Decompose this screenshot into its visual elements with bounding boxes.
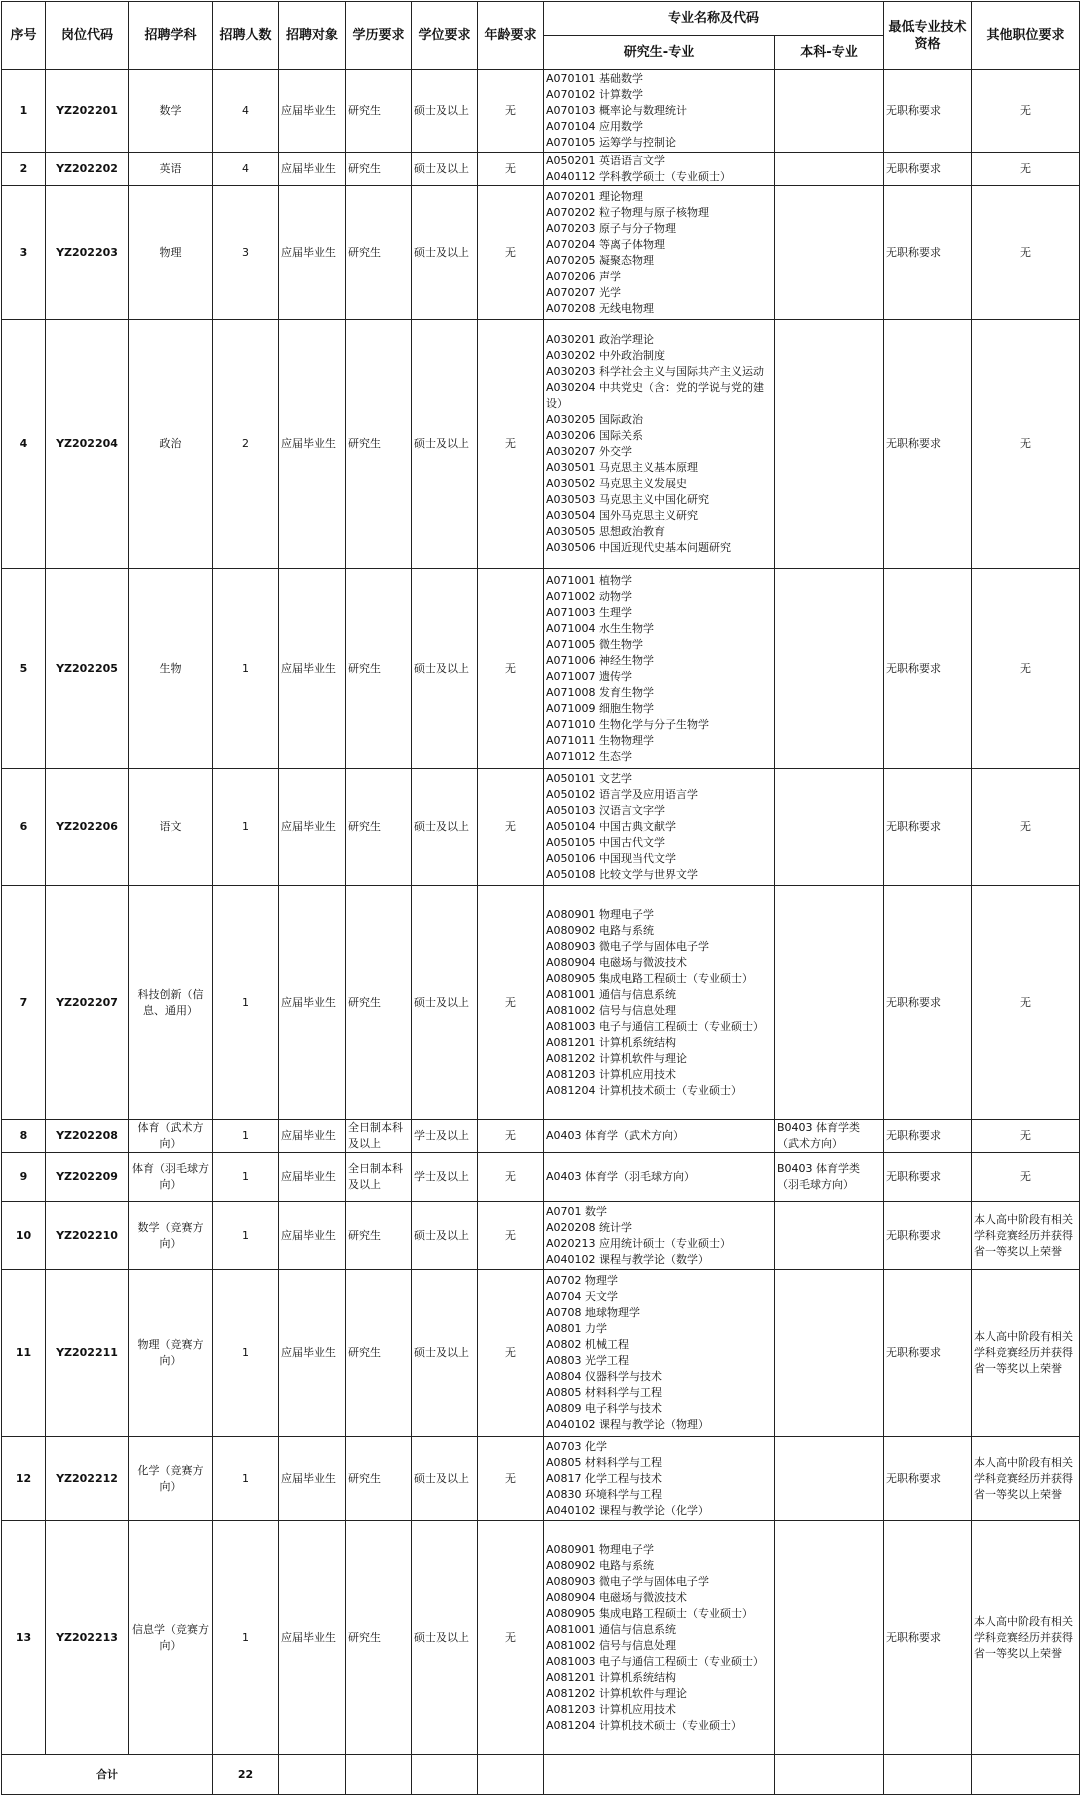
row-education: 研究生 (346, 769, 412, 886)
row-degree: 硕士及以上 (412, 1521, 478, 1755)
row-subject: 数学 (129, 70, 213, 153)
header-age: 年龄要求 (478, 2, 544, 70)
row-code: YZ202201 (46, 70, 129, 153)
row-education: 研究生 (346, 70, 412, 153)
row-grad-majors (544, 1521, 775, 1755)
row-ug-major (775, 70, 884, 153)
row-education: 研究生 (346, 1270, 412, 1437)
grad-major-item: A0708 地球物理学 (546, 1306, 641, 1319)
row-qualification: 无职称要求 (884, 769, 972, 886)
empty-cell (972, 1755, 1080, 1795)
row-age: 无 (478, 153, 544, 186)
row-seq: 1 (2, 70, 46, 153)
table-row (2, 1521, 1080, 1755)
row-target: 应届毕业生 (279, 320, 346, 569)
grad-major-item: A081202 计算机软件与理论 (546, 1051, 688, 1065)
grad-major-item: A070203 原子与分子物理 (546, 221, 677, 235)
grad-major-item: A0805 材料科学与工程 (546, 1386, 663, 1399)
row-education: 研究生 (346, 153, 412, 186)
row-age: 无 (478, 1202, 544, 1270)
row-count: 4 (213, 153, 279, 186)
row-seq: 9 (2, 1153, 46, 1202)
row-degree: 硕士及以上 (412, 70, 478, 153)
grad-major-item: A050104 中国古典文献学 (546, 820, 677, 833)
row-seq: 6 (2, 769, 46, 886)
grad-major-item: A081201 计算机系统结构 (546, 1035, 677, 1049)
grad-major-item: A050101 文艺学 (546, 772, 633, 785)
grad-major-item: A080901 物理电子学 (546, 1542, 655, 1556)
row-qualification: 无职称要求 (884, 186, 972, 320)
row-target: 应届毕业生 (279, 1120, 346, 1153)
header-subject: 招聘学科 (129, 2, 213, 70)
grad-major-item: A040102 课程与教学论（数学） (546, 1252, 710, 1266)
grad-major-item: A081003 电子与通信工程硕士（专业硕士） (546, 1019, 765, 1033)
grad-major-item: A070204 等离子体物理 (546, 237, 666, 251)
row-count: 1 (213, 569, 279, 769)
row-ug-major (775, 1202, 884, 1270)
row-code: YZ202206 (46, 769, 129, 886)
table-row (2, 1202, 1080, 1270)
grad-major-item: A071006 神经生物学 (546, 653, 655, 667)
grad-major-item: A071005 微生物学 (546, 637, 644, 651)
row-target: 应届毕业生 (279, 769, 346, 886)
grad-major-item: A071009 细胞生物学 (546, 701, 655, 715)
grad-major-item: A081001 通信与信息系统 (546, 1622, 677, 1636)
grad-major-item: A081201 计算机系统结构 (546, 1670, 677, 1684)
grad-major-item: A020213 应用统计硕士（专业硕士） (546, 1236, 732, 1250)
grad-major-item: A080902 电路与系统 (546, 923, 655, 937)
row-seq: 13 (2, 1521, 46, 1755)
row-qualification: 无职称要求 (884, 320, 972, 569)
grad-major-item: A030502 马克思主义发展史 (546, 477, 688, 490)
grad-major-item: A0805 材料科学与工程 (546, 1455, 663, 1469)
row-degree: 学士及以上 (412, 1120, 478, 1153)
grad-major-item: A030503 马克思主义中国化研究 (546, 493, 710, 506)
row-count: 1 (213, 886, 279, 1120)
row-education: 研究生 (346, 569, 412, 769)
row-grad-majors (544, 1437, 775, 1521)
row-subject: 化学（竞赛方向） (129, 1437, 213, 1521)
row-degree: 硕士及以上 (412, 186, 478, 320)
grad-major-item: A0804 仪器科学与技术 (546, 1370, 663, 1383)
row-other: 无 (972, 153, 1080, 186)
row-other: 本人高中阶段有相关学科竞赛经历并获得省一等奖以上荣誉 (972, 1521, 1080, 1755)
row-ug-major (775, 1270, 884, 1437)
row-seq: 3 (2, 186, 46, 320)
row-seq: 7 (2, 886, 46, 1120)
header-ug-major: 本科-专业 (775, 36, 884, 70)
row-count: 1 (213, 1153, 279, 1202)
grad-major-item: A070208 无线电物理 (546, 301, 655, 315)
grad-major-item: A070206 声学 (546, 269, 622, 283)
row-code: YZ202208 (46, 1120, 129, 1153)
grad-major-item: A020208 统计学 (546, 1220, 633, 1234)
grad-major-item: A081002 信号与信息处理 (546, 1003, 677, 1017)
row-target: 应届毕业生 (279, 1521, 346, 1755)
grad-major-item: A0817 化学工程与技术 (546, 1471, 663, 1485)
row-code: YZ202205 (46, 569, 129, 769)
table-row (2, 320, 1080, 569)
row-degree: 硕士及以上 (412, 320, 478, 569)
header-qualification: 最低专业技术资格 (884, 2, 972, 70)
grad-major-item: A081204 计算机技术硕士（专业硕士） (546, 1718, 743, 1732)
row-age: 无 (478, 769, 544, 886)
row-code: YZ202207 (46, 886, 129, 1120)
row-count: 4 (213, 70, 279, 153)
empty-cell (544, 1755, 775, 1795)
total-row (2, 1755, 1080, 1795)
row-qualification: 无职称要求 (884, 1202, 972, 1270)
row-subject: 物理 (129, 186, 213, 320)
row-target: 应届毕业生 (279, 569, 346, 769)
header-code: 岗位代码 (46, 2, 129, 70)
grad-major-item: A040102 课程与教学论（物理） (546, 1418, 710, 1431)
grad-major-item: A030205 国际政治 (546, 413, 644, 426)
row-code: YZ202202 (46, 153, 129, 186)
row-code: YZ202204 (46, 320, 129, 569)
row-ug-major (775, 320, 884, 569)
grad-major-item: A081203 计算机应用技术 (546, 1702, 677, 1716)
grad-major-item: A030202 中外政治制度 (546, 349, 666, 362)
row-other: 本人高中阶段有相关学科竞赛经历并获得省一等奖以上荣誉 (972, 1270, 1080, 1437)
row-grad-majors (544, 1153, 775, 1202)
row-qualification: 无职称要求 (884, 1120, 972, 1153)
grad-major-item: A080905 集成电路工程硕士（专业硕士） (546, 971, 754, 985)
grad-major-item: A081203 计算机应用技术 (546, 1067, 677, 1081)
grad-major-item: A0803 光学工程 (546, 1354, 630, 1367)
grad-major-item: A030505 思想政治教育 (546, 525, 666, 538)
header-target: 招聘对象 (279, 2, 346, 70)
row-ug-major (775, 1437, 884, 1521)
table-row (2, 1437, 1080, 1521)
grad-major-item: A081003 电子与通信工程硕士（专业硕士） (546, 1654, 765, 1668)
table-row (2, 886, 1080, 1120)
row-grad-majors (544, 1120, 775, 1153)
grad-major-item: A040102 课程与教学论（化学） (546, 1503, 710, 1517)
row-qualification: 无职称要求 (884, 1521, 972, 1755)
row-ug-major: B0403 体育学类（武术方向） (775, 1120, 884, 1153)
row-education: 研究生 (346, 320, 412, 569)
grad-major-item: A030506 中国近现代史基本问题研究 (546, 541, 732, 554)
row-grad-majors (544, 1202, 775, 1270)
grad-major-item: A0403 体育学（羽毛球方向） (546, 1170, 696, 1183)
grad-major-item: A050105 中国古代文学 (546, 836, 666, 849)
row-target: 应届毕业生 (279, 153, 346, 186)
grad-major-item: A050106 中国现当代文学 (546, 852, 677, 865)
empty-cell (884, 1755, 972, 1795)
grad-major-item: A070102 计算数学 (546, 88, 644, 101)
grad-major-item: A071011 生物物理学 (546, 733, 655, 747)
grad-major-item: A080903 微电子学与固体电子学 (546, 1574, 710, 1588)
row-ug-major (775, 769, 884, 886)
row-count: 1 (213, 1270, 279, 1437)
table-row (2, 769, 1080, 886)
row-subject: 体育（羽毛球方向） (129, 1153, 213, 1202)
row-education: 研究生 (346, 186, 412, 320)
row-age: 无 (478, 1437, 544, 1521)
row-code: YZ202211 (46, 1270, 129, 1437)
empty-cell (478, 1755, 544, 1795)
row-age: 无 (478, 1521, 544, 1755)
grad-major-item: A050108 比较文学与世界文学 (546, 868, 699, 881)
empty-cell (346, 1755, 412, 1795)
row-count: 1 (213, 1521, 279, 1755)
grad-major-item: A0801 力学 (546, 1322, 608, 1335)
row-education: 研究生 (346, 1437, 412, 1521)
grad-major-item: A030203 科学社会主义与国际共产主义运动 (546, 365, 765, 378)
recruitment-table (1, 1, 1080, 1795)
row-education: 研究生 (346, 1521, 412, 1755)
row-subject: 信息学（竞赛方向） (129, 1521, 213, 1755)
row-subject: 语文 (129, 769, 213, 886)
row-count: 1 (213, 1120, 279, 1153)
row-qualification: 无职称要求 (884, 1270, 972, 1437)
row-degree: 硕士及以上 (412, 769, 478, 886)
row-degree: 硕士及以上 (412, 569, 478, 769)
row-ug-major (775, 186, 884, 320)
empty-cell (775, 1755, 884, 1795)
grad-major-item: A030204 中共党史（含：党的学说与党的建设） (546, 381, 765, 410)
grad-major-item: A081001 通信与信息系统 (546, 987, 677, 1001)
row-grad-majors (544, 320, 775, 569)
row-qualification: 无职称要求 (884, 70, 972, 153)
row-ug-major (775, 153, 884, 186)
header-degree: 学位要求 (412, 2, 478, 70)
row-qualification: 无职称要求 (884, 1153, 972, 1202)
row-other: 本人高中阶段有相关学科竞赛经历并获得省一等奖以上荣誉 (972, 1437, 1080, 1521)
row-grad-majors (544, 153, 775, 186)
table-header (2, 2, 1080, 70)
row-age: 无 (478, 320, 544, 569)
row-other: 无 (972, 569, 1080, 769)
row-grad-majors (544, 769, 775, 886)
grad-major-item: A080902 电路与系统 (546, 1558, 655, 1572)
row-subject: 英语 (129, 153, 213, 186)
table-row (2, 153, 1080, 186)
grad-major-item: A080903 微电子学与固体电子学 (546, 939, 710, 953)
row-subject: 体育（武术方向） (129, 1120, 213, 1153)
grad-major-item: A070205 凝聚态物理 (546, 253, 655, 267)
row-degree: 学士及以上 (412, 1153, 478, 1202)
row-code: YZ202203 (46, 186, 129, 320)
row-other: 无 (972, 769, 1080, 886)
table-body (2, 70, 1080, 1755)
row-seq: 11 (2, 1270, 46, 1437)
row-age: 无 (478, 1153, 544, 1202)
grad-major-item: A0702 物理学 (546, 1274, 619, 1287)
grad-major-item: A0701 数学 (546, 1204, 608, 1218)
total-count: 22 (213, 1755, 279, 1795)
grad-major-item: A080904 电磁场与微波技术 (546, 955, 688, 969)
row-degree: 硕士及以上 (412, 1270, 478, 1437)
grad-major-item: A071008 发育生物学 (546, 685, 655, 699)
row-age: 无 (478, 569, 544, 769)
row-ug-major (775, 569, 884, 769)
row-code: YZ202209 (46, 1153, 129, 1202)
row-age: 无 (478, 70, 544, 153)
row-other: 无 (972, 70, 1080, 153)
row-target: 应届毕业生 (279, 186, 346, 320)
grad-major-item: A081202 计算机软件与理论 (546, 1686, 688, 1700)
row-ug-major (775, 1521, 884, 1755)
grad-major-item: A081204 计算机技术硕士（专业硕士） (546, 1083, 743, 1097)
grad-major-item: A030501 马克思主义基本原理 (546, 461, 699, 474)
table-row (2, 1153, 1080, 1202)
row-other: 本人高中阶段有相关学科竞赛经历并获得省一等奖以上荣誉 (972, 1202, 1080, 1270)
grad-major-item: A030201 政治学理论 (546, 333, 655, 346)
row-education: 全日制本科及以上 (346, 1153, 412, 1202)
grad-major-item: A070103 概率论与数理统计 (546, 104, 688, 117)
grad-major-item: A081002 信号与信息处理 (546, 1638, 677, 1652)
row-count: 1 (213, 1437, 279, 1521)
row-target: 应届毕业生 (279, 1270, 346, 1437)
row-target: 应届毕业生 (279, 70, 346, 153)
grad-major-item: A0830 环境科学与工程 (546, 1487, 663, 1501)
grad-major-item: A030207 外交学 (546, 445, 633, 458)
row-target: 应届毕业生 (279, 1437, 346, 1521)
row-subject: 政治 (129, 320, 213, 569)
row-seq: 2 (2, 153, 46, 186)
row-count: 1 (213, 769, 279, 886)
grad-major-item: A071012 生态学 (546, 749, 633, 763)
grad-major-item: A070207 光学 (546, 285, 622, 299)
row-degree: 硕士及以上 (412, 886, 478, 1120)
row-subject: 科技创新（信息、通用） (129, 886, 213, 1120)
table-row (2, 186, 1080, 320)
row-education: 研究生 (346, 886, 412, 1120)
row-grad-majors (544, 569, 775, 769)
row-target: 应届毕业生 (279, 1153, 346, 1202)
row-qualification: 无职称要求 (884, 886, 972, 1120)
header-majors-group: 专业名称及代码 (544, 2, 884, 36)
row-count: 2 (213, 320, 279, 569)
row-other: 无 (972, 886, 1080, 1120)
empty-cell (412, 1755, 478, 1795)
grad-major-item: A0403 体育学（武术方向） (546, 1129, 685, 1142)
grad-major-item: A080901 物理电子学 (546, 907, 655, 921)
grad-major-item: A071001 植物学 (546, 573, 633, 587)
row-education: 研究生 (346, 1202, 412, 1270)
grad-major-item: A071004 水生生物学 (546, 621, 655, 635)
row-subject: 数学（竞赛方向） (129, 1202, 213, 1270)
row-seq: 4 (2, 320, 46, 569)
grad-major-item: A030206 国际关系 (546, 429, 644, 442)
grad-major-item: A070105 运筹学与控制论 (546, 136, 677, 149)
row-count: 1 (213, 1202, 279, 1270)
grad-major-item: A050102 语言学及应用语言学 (546, 788, 699, 801)
grad-major-item: A080904 电磁场与微波技术 (546, 1590, 688, 1604)
grad-major-item: A070202 粒子物理与原子核物理 (546, 205, 710, 219)
row-subject: 生物 (129, 569, 213, 769)
header-other: 其他职位要求 (972, 2, 1080, 70)
row-code: YZ202210 (46, 1202, 129, 1270)
empty-cell (279, 1755, 346, 1795)
grad-major-item: A071003 生理学 (546, 605, 633, 619)
row-other: 无 (972, 186, 1080, 320)
row-qualification: 无职称要求 (884, 1437, 972, 1521)
row-age: 无 (478, 886, 544, 1120)
grad-major-item: A040112 学科教学硕士（专业硕士） (546, 170, 732, 183)
row-seq: 10 (2, 1202, 46, 1270)
row-ug-major: B0403 体育学类（羽毛球方向） (775, 1153, 884, 1202)
table-row (2, 70, 1080, 153)
row-education: 全日制本科及以上 (346, 1120, 412, 1153)
row-ug-major (775, 886, 884, 1120)
row-grad-majors (544, 1270, 775, 1437)
row-degree: 硕士及以上 (412, 1437, 478, 1521)
table-row (2, 1120, 1080, 1153)
total-label: 合计 (2, 1755, 213, 1795)
row-age: 无 (478, 1120, 544, 1153)
header-grad-major: 研究生-专业 (544, 36, 775, 70)
grad-major-item: A070201 理论物理 (546, 189, 644, 203)
grad-major-item: A050201 英语语言文学 (546, 154, 666, 167)
row-code: YZ202212 (46, 1437, 129, 1521)
grad-major-item: A0809 电子科学与技术 (546, 1402, 663, 1415)
row-other: 无 (972, 320, 1080, 569)
row-age: 无 (478, 1270, 544, 1437)
grad-major-item: A0802 机械工程 (546, 1338, 630, 1351)
row-degree: 硕士及以上 (412, 1202, 478, 1270)
row-grad-majors (544, 70, 775, 153)
row-seq: 8 (2, 1120, 46, 1153)
grad-major-item: A071007 遗传学 (546, 669, 633, 683)
row-target: 应届毕业生 (279, 886, 346, 1120)
table-row (2, 569, 1080, 769)
row-qualification: 无职称要求 (884, 569, 972, 769)
grad-major-item: A071010 生物化学与分子生物学 (546, 717, 710, 731)
row-age: 无 (478, 186, 544, 320)
grad-major-item: A070101 基础数学 (546, 72, 644, 85)
row-seq: 12 (2, 1437, 46, 1521)
row-qualification: 无职称要求 (884, 153, 972, 186)
header-seq: 序号 (2, 2, 46, 70)
row-degree: 硕士及以上 (412, 153, 478, 186)
row-count: 3 (213, 186, 279, 320)
grad-major-item: A070104 应用数学 (546, 120, 644, 133)
grad-major-item: A0704 天文学 (546, 1290, 619, 1303)
row-grad-majors (544, 186, 775, 320)
row-target: 应届毕业生 (279, 1202, 346, 1270)
header-count: 招聘人数 (213, 2, 279, 70)
header-education: 学历要求 (346, 2, 412, 70)
row-subject: 物理（竞赛方向） (129, 1270, 213, 1437)
row-seq: 5 (2, 569, 46, 769)
grad-major-item: A050103 汉语言文字学 (546, 804, 666, 817)
grad-major-item: A080905 集成电路工程硕士（专业硕士） (546, 1606, 754, 1620)
row-other: 无 (972, 1153, 1080, 1202)
grad-major-item: A071002 动物学 (546, 589, 633, 603)
table-row (2, 1270, 1080, 1437)
grad-major-item: A030504 国外马克思主义研究 (546, 509, 699, 522)
row-grad-majors (544, 886, 775, 1120)
grad-major-item: A0703 化学 (546, 1439, 608, 1453)
row-code: YZ202213 (46, 1521, 129, 1755)
row-other: 无 (972, 1120, 1080, 1153)
